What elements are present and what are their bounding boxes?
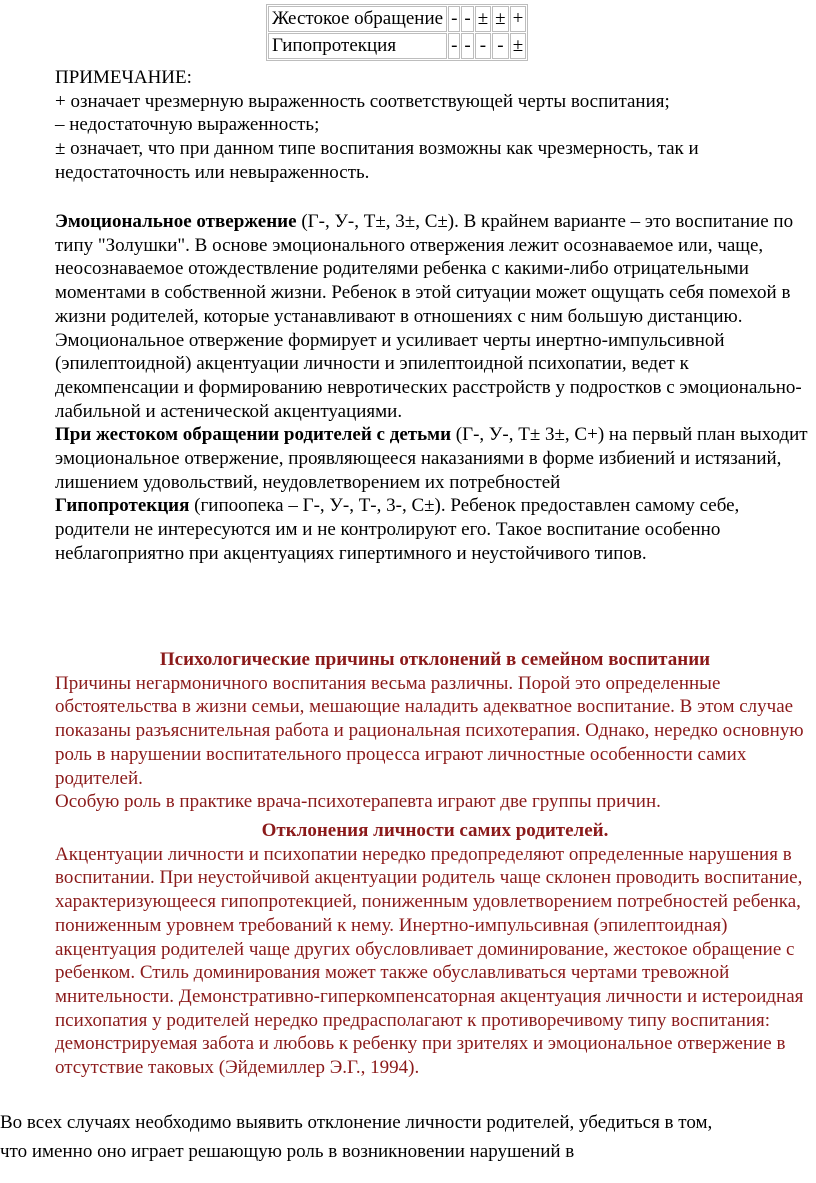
- note-line: + означает чрезмерную выраженность соответствующей черты воспитания;: [55, 90, 670, 112]
- table-cell: ±: [510, 33, 527, 59]
- table-cell: ±: [475, 6, 491, 32]
- section-title: [55, 648, 815, 672]
- note-heading: ПРИМЕЧАНИЕ:: [55, 67, 192, 88]
- table-cell: -: [448, 6, 460, 32]
- footer-text: [0, 1111, 816, 1135]
- section-title-text: Психологические причины отклонений в семейном воспитании: [159, 649, 711, 670]
- paragraph: Акцентуации личности и психопатии нередко предопределяют определенные нарушения в воспитании. При неустойчивой акцентуации родитель чаще склонен проводить воспитание, характеризующееся гипопротекцией, пониженным удовлетворением потребностей ребенка, пониженным уровнем требований к нему. Инертно-импульсивная (эпилептоидная) акцентуация родителей чаще других обусловливает доминирование, жестокое обращение с ребенком. Стиль доминирования может также обуславливаться чертами тревожной мнительности. Демонстративно-гиперкомпенсаторная акцентуация личности и истероидная психопатия у родителей нередко предрасполагают к противоречивому типу воспитания: демонстрируемая забота и любовь к ребенку при зрителях и эмоциональное отвержение в отсутствие таковых (Эйдемиллер Э.Г., 1994).: [55, 843, 804, 1079]
- row-label: Жестокое обращение: [268, 6, 447, 32]
- footer-text-2: [0, 1140, 816, 1164]
- table-cell: -: [461, 6, 473, 32]
- row-label: Гипопротекция: [268, 33, 447, 59]
- paragraph-emotional-rejection: [55, 210, 815, 423]
- paragraph-text: (гипоопека – Г-, У-, Т-, 3-, С±). Ребенок предоставлен самому себе, родители не интересуются им и не контролируют его. Такое воспитание особенно неблагоприятно при акцентуациях гипертимного и неустойчивого типов.: [55, 495, 740, 564]
- section-psychological-causes: [55, 648, 815, 814]
- section-parent-deviations: [55, 819, 815, 1080]
- footer-line: Во всех случаях необходимо выявить отклонение личности родителей, убедиться в том,: [0, 1112, 713, 1133]
- paragraph-text: (Г-, У-, Т±, 3±, С±). В крайнем варианте – это воспитание по типу "Золушки". В основе эмоционального отвержения лежит осознаваемое или, чаще, неосознаваемое отождествление родителями ребенка с какими-либо отрицательными моментами в собственной жизни. Ребенок в этой ситуации может ощущать себя помехой в жизни родителей, которые устанавливают в отношениях с ним большую дистанцию. Эмоциональное отвержение формирует и усиливает черты инертно-импульсивной (эпилептоидной) акцентуации личности и эпилептоидной психопатии, ведет к декомпенсации и формированию невротических расстройств у подростков с эмоционально-лабильной и астенической акцентуациями.: [55, 211, 802, 422]
- term-heading: Эмоциональное отвержение: [55, 211, 297, 232]
- table-cell: -: [461, 33, 473, 59]
- table-row: [268, 6, 526, 32]
- section-title: [55, 819, 815, 843]
- note-block: [55, 66, 815, 185]
- paragraph-text: (Г-, У-, Т± 3±, С+) на первый план выходит эмоциональное отвержение, проявляющееся наказаниями в форме избиений и истязаний, лишением удовольствий, неудовлетворением их потребностей: [55, 424, 808, 493]
- paragraph-hypoprotection: [55, 494, 815, 565]
- footer-line: что именно оно играет решающую роль в возникновении нарушений в: [0, 1141, 575, 1162]
- term-heading: Гипопротекция: [55, 495, 190, 517]
- note-line: ± означает, что при данном типе воспитания возможны как чрезмерность, так и недостаточность или невыраженность.: [55, 138, 699, 183]
- table-cell: -: [492, 33, 508, 59]
- table-cell: -: [475, 33, 491, 59]
- section-title-text: Отклонения личности самих родителей.: [261, 820, 609, 841]
- table-cell: ±: [492, 6, 508, 32]
- parenting-types-block: [55, 210, 815, 566]
- paragraph: Особую роль в практике врача-психотерапевта играют две группы причин.: [55, 791, 661, 813]
- table-cell: +: [510, 6, 527, 32]
- paragraph: Причины негармоничного воспитания весьма различны. Порой это определенные обстоятельства в жизни семьи, мешающие наладить адекватное воспитание. В этом случае показаны разъяснительная работа и рациональная психотерапия. Однако, нередко основную роль в нарушении воспитательного процесса играют личностные особенности самих родителей.: [55, 672, 804, 789]
- table-row: [268, 33, 526, 59]
- note-line: – недостаточную выраженность;: [55, 114, 320, 136]
- term-heading: При жестоком обращении родителей с детьми: [55, 424, 452, 446]
- parenting-style-table: [266, 4, 528, 61]
- paragraph-cruel-treatment: [55, 423, 815, 494]
- table-cell: -: [448, 33, 460, 59]
